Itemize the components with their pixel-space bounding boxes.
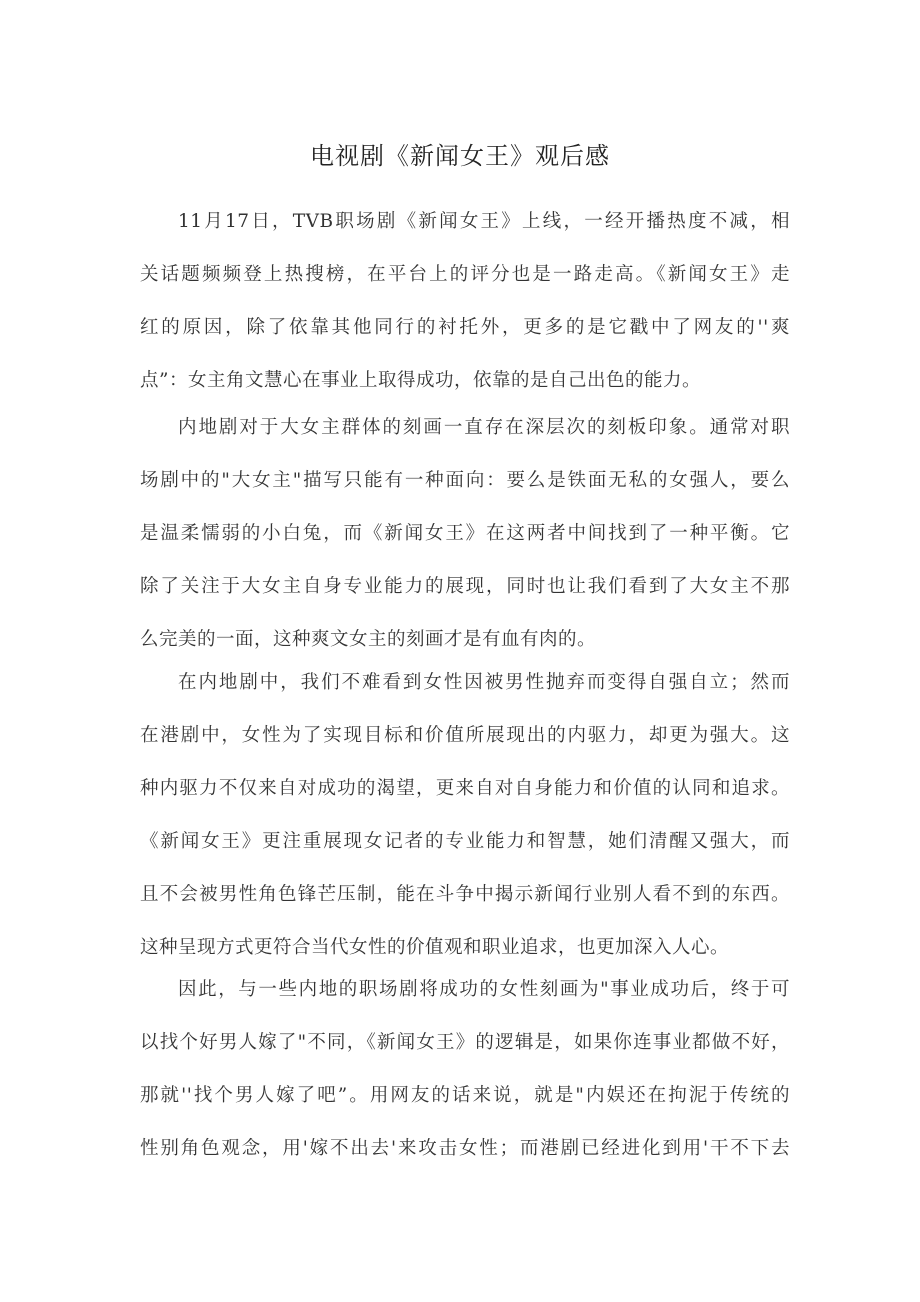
paragraph-line: 是温柔懦弱的小白兔，而《新闻女王》在这两者中间找到了一种平衡。它 bbox=[140, 523, 790, 544]
paragraph-line: 以找个好男人嫁了"不同，《新闻女王》的逻辑是，如果你连事业都做不好， bbox=[140, 1032, 790, 1053]
document-title: 电视剧《新闻女王》观后感 bbox=[310, 142, 610, 170]
paragraph-4 bbox=[140, 972, 790, 1184]
paragraph-3 bbox=[140, 665, 790, 983]
paragraph-line: 在内地剧中，我们不难看到女性因被男性抛弃而变得自强自立；然而 bbox=[178, 672, 790, 693]
paragraph-line: 在港剧中，女性为了实现目标和价值所展现出的内驱力，却更为强大。这 bbox=[140, 725, 790, 746]
paragraph-line: 红的原因，除了依靠其他同行的衬托外，更多的是它戳中了网友的''爽 bbox=[140, 317, 790, 338]
paragraph-line: 关话题频频登上热搜榜，在平台上的评分也是一路走高。《新闻女王》走 bbox=[140, 264, 790, 285]
paragraph-1 bbox=[140, 204, 790, 416]
paragraph-line: 种内驱力不仅来自对成功的渴望，更来自对自身能力和价值的认同和追求。 bbox=[140, 778, 790, 799]
paragraph-line: 那就''找个男人嫁了吧”。用网友的话来说，就是"内娱还在拘泥于传统的 bbox=[140, 1085, 790, 1106]
paragraph-line: 《新闻女王》更注重展现女记者的专业能力和智慧，她们清醒又强大，而 bbox=[140, 831, 790, 852]
paragraph-line: 内地剧对于大女主群体的刻画一直存在深层次的刻板印象。通常对职 bbox=[178, 417, 790, 438]
paragraph-line: 这种呈现方式更符合当代女性的价值观和职业追求，也更加深入人心。 bbox=[140, 937, 730, 958]
paragraph-line: 除了关注于大女主自身专业能力的展现，同时也让我们看到了大女主不那 bbox=[140, 576, 790, 597]
paragraph-line: 性别角色观念，用'嫁不出去'来攻击女性；而港剧已经进化到用'干不下去 bbox=[140, 1138, 790, 1159]
paragraph-line: 点”：女主角文慧心在事业上取得成功，依靠的是自己出色的能力。 bbox=[140, 370, 701, 391]
paragraph-line: 么完美的一面，这种爽文女主的刻画才是有血有肉的。 bbox=[140, 629, 597, 650]
paragraph-line: 因此，与一些内地的职场剧将成功的女性刻画为"事业成功后，终于可 bbox=[178, 979, 790, 1000]
paragraph-2 bbox=[140, 410, 790, 675]
paragraph-line: 11月17日，TVB职场剧《新闻女王》上线，一经开播热度不减，相 bbox=[178, 211, 790, 232]
paragraph-line: 且不会被男性角色锋芒压制，能在斗争中揭示新闻行业别人看不到的东西。 bbox=[140, 884, 790, 905]
paragraph-line: 场剧中的"大女主"描写只能有一种面向：要么是铁面无私的女强人，要么 bbox=[140, 470, 790, 491]
